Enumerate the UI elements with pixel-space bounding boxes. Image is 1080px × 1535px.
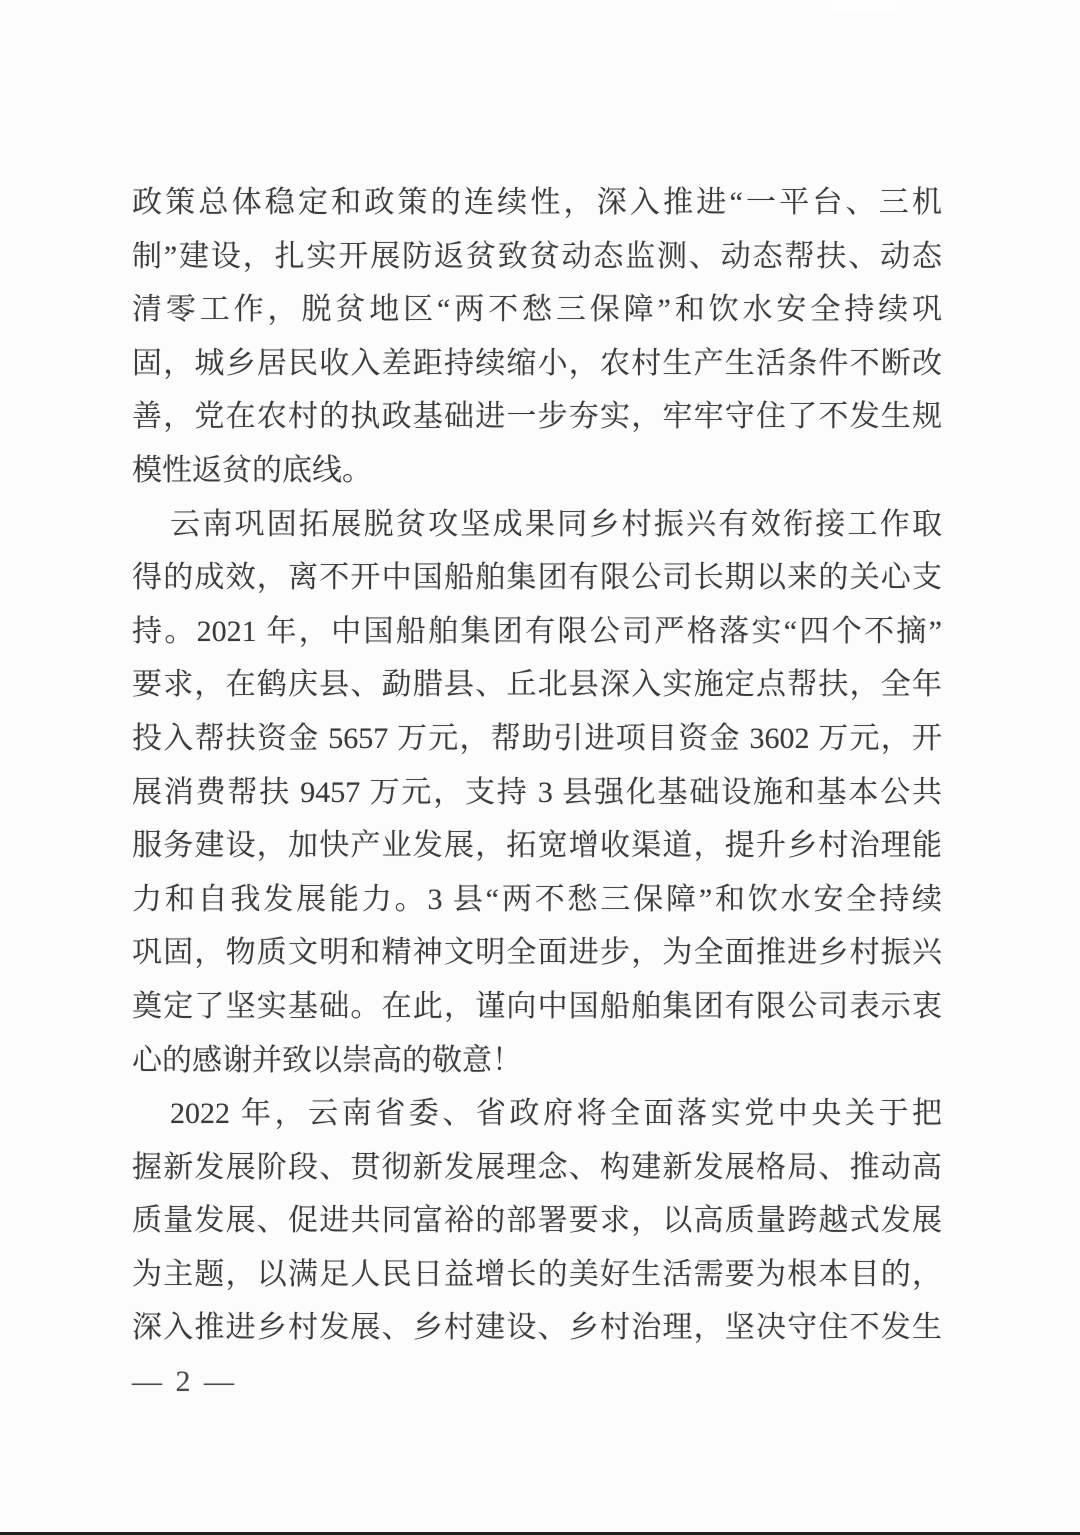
text-line: 服务建设，加快产业发展，拓宽增收渠道，提升乡村治理能 (132, 829, 942, 863)
page-number: — 2 — (132, 1365, 237, 1399)
text-line: 持。2021 年，中国船舶集团有限公司严格落实“四个不摘” (132, 614, 942, 648)
scan-artifact (833, 0, 895, 13)
text-line: 制”建设，扎实开展防返贫致贫动态监测、动态帮扶、动态 (132, 239, 942, 273)
text-line: 奠定了坚实基础。在此，谨向中国船舶集团有限公司表示衷 (132, 989, 942, 1023)
text-line: 深入推进乡村发展、乡村建设、乡村治理，坚决守住不发生 (132, 1311, 942, 1345)
text-line: 清零工作，脱贫地区“两不愁三保障”和饮水安全持续巩 (132, 293, 942, 327)
text-line: 模性返贫的底线。 (132, 453, 372, 487)
text-line: 固，城乡居民收入差距持续缩小，农村生产生活条件不断改 (132, 346, 942, 380)
paragraph-3 (132, 1087, 942, 1355)
paragraph-2 (132, 498, 942, 1088)
text-line: 要求，在鹤庆县、勐腊县、丘北县深入实施定点帮扶，全年 (132, 668, 942, 702)
text-line: 心的感谢并致以崇高的敬意！ (132, 1043, 522, 1077)
document-body-text (132, 176, 942, 1409)
text-line: 2022 年，云南省委、省政府将全面落实党中央关于把 (170, 1097, 942, 1131)
text-line: 投入帮扶资金 5657 万元，帮助引进项目资金 3602 万元，开 (132, 721, 942, 755)
text-line: 展消费帮扶 9457 万元，支持 3 县强化基础设施和基本公共 (132, 775, 942, 809)
text-line: 力和自我发展能力。3 县“两不愁三保障”和饮水安全持续 (132, 882, 942, 916)
text-line: 巩固，物质文明和精神文明全面进步，为全面推进乡村振兴 (132, 936, 942, 970)
text-line: 为主题，以满足人民日益增长的美好生活需要为根本目的， (132, 1257, 942, 1291)
text-line: 云南巩固拓展脱贫攻坚成果同乡村振兴有效衔接工作取 (170, 507, 942, 541)
text-line: 善，党在农村的执政基础进一步夯实，牢牢守住了不发生规 (132, 400, 942, 434)
text-line: 得的成效，离不开中国船舶集团有限公司长期以来的关心支 (132, 561, 942, 595)
text-line: 质量发展、促进共同富裕的部署要求，以高质量跨越式发展 (132, 1204, 942, 1238)
text-line: 政策总体稳定和政策的连续性，深入推进“一平台、三机 (132, 186, 942, 219)
text-line: 握新发展阶段、贯彻新发展理念、构建新发展格局、推动高 (132, 1150, 942, 1184)
paragraph-1 (132, 176, 942, 498)
